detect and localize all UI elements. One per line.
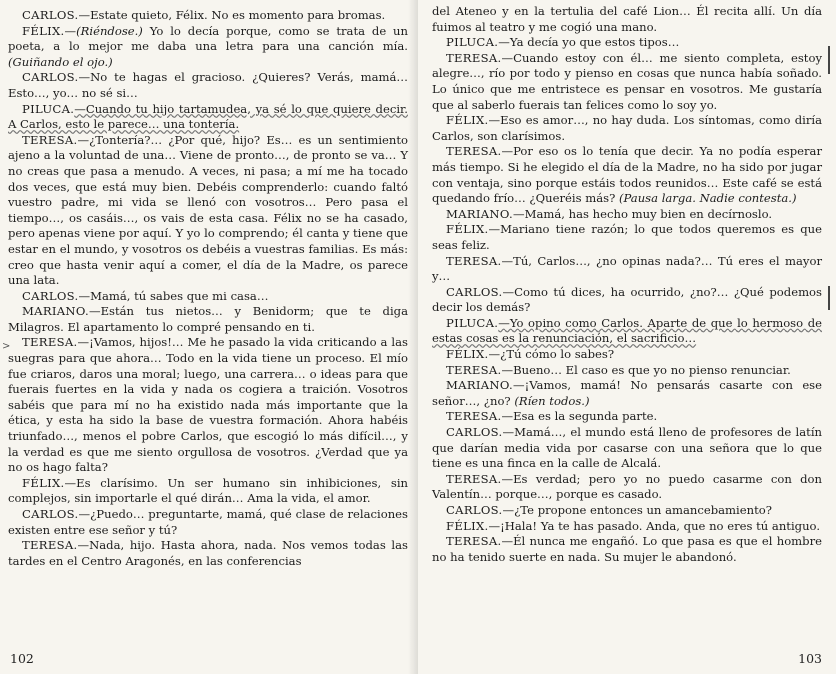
speaker-name: FÉLIX. <box>446 222 489 237</box>
dialogue-paragraph <box>8 538 408 569</box>
dialogue-text: —Yo opino como Carlos. Aparte de que lo hermoso de estas cosas es la renunciación, el sacrificio… <box>432 315 822 346</box>
speaker-name: FÉLIX. <box>446 347 489 362</box>
speaker-name: PILUCA. <box>446 35 499 50</box>
dialogue-paragraph <box>432 347 822 363</box>
dialogue-text: Yo lo decía porque, como se trata de un poeta, a lo mejor me daba una letra para una canción mía. <box>8 23 408 54</box>
dialogue-text: —Esa es la segunda parte. <box>501 409 658 424</box>
dialogue-paragraph <box>432 363 822 379</box>
dialogue-text: —¿Te propone entonces un amancebamiento? <box>502 503 772 517</box>
dialogue-text: —¡Hala! Ya te has pasado. Anda, que no eres tú antiguo. <box>488 518 821 533</box>
dialogue-text: —Es verdad; pero yo no puedo casarme con don Valentín… porque…, porque es casado. <box>432 471 822 502</box>
dialogue-paragraph <box>8 507 408 538</box>
dialogue-text: —Eso es amor…, no hay duda. Los síntomas, como diría Carlos, son clarísimos. <box>432 113 822 143</box>
dialogue-paragraph <box>432 144 822 206</box>
dialogue-paragraph <box>8 8 408 24</box>
dialogue-text: —Como tú dices, ha ocurrido, ¿no?… ¿Qué podemos decir los demás? <box>432 284 822 315</box>
margin-bracket-mark <box>824 286 830 310</box>
dialogue-paragraph <box>432 316 822 347</box>
margin-arrow-mark: > <box>2 341 11 352</box>
left-page-text <box>8 8 408 569</box>
dialogue-paragraph <box>8 102 408 133</box>
dialogue-paragraph <box>8 24 408 71</box>
margin-bracket-mark <box>824 46 830 74</box>
stage-direction: (Riéndose.) <box>76 23 143 38</box>
dialogue-text: —Mamá, tú sabes que mi casa… <box>78 288 269 303</box>
dialogue-paragraph <box>432 254 822 285</box>
dialogue-text: —Mariano tiene razón; lo que todos queremos es que seas feliz. <box>432 222 822 252</box>
speaker-name: TERESA. <box>446 253 502 268</box>
speaker-name: TERESA. <box>446 471 502 486</box>
dialogue-paragraph <box>8 476 408 507</box>
dialogue-paragraph <box>432 113 822 144</box>
dialogue-text: —Mamá, has hecho muy bien en decírnoslo. <box>512 206 773 221</box>
speaker-name: PILUCA. <box>22 101 75 116</box>
dialogue-paragraph <box>432 519 822 535</box>
dialogue-paragraph <box>8 289 408 305</box>
dialogue-text: — <box>64 23 77 38</box>
dialogue-text: —Cuando tu hijo tartamudea, ya sé lo que quiere decir. A Carlos, esto le parece… una tontería. <box>8 101 408 132</box>
dialogue-text: —Es clarísimo. Un ser humano sin inhibiciones, sin complejos, sin importarle el qué dirán… Ama la vida, el amor. <box>8 475 408 506</box>
dialogue-text: —Él nunca me engañó. Lo que pasa es que el hombre no ha tenido suerte en nada. Su mujer le abandonó. <box>432 534 822 564</box>
speaker-name: TERESA. <box>446 534 502 549</box>
speaker-name: TERESA. <box>446 144 502 159</box>
dialogue-paragraph <box>432 51 822 113</box>
dialogue-text: —¿Tú cómo lo sabes? <box>488 347 615 362</box>
stage-direction: (Ríen todos.) <box>514 393 590 408</box>
dialogue-paragraph <box>432 4 822 35</box>
dialogue-paragraph <box>432 472 822 503</box>
dialogue-paragraph <box>432 222 822 253</box>
dialogue-paragraph <box>432 207 822 223</box>
dialogue-paragraph <box>432 35 822 51</box>
dialogue-paragraph <box>8 335 408 475</box>
dialogue-paragraph <box>8 304 408 335</box>
dialogue-text: —No te hagas el gracioso. ¿Quieres? Verás, mamá… Esto…, yo… no sé si… <box>8 70 408 100</box>
dialogue-text: —¡Vamos, mamá! No pensarás casarte con ese señor…, ¿no? <box>432 378 822 408</box>
dialogue-text: —Cuando estoy con él… me siento completa, estoy alegre…, río por todo y pienso en cosas que nunca había soñado. Lo único que me entristece es pensar en vosotros. Me gustaría que al saberlo fuerais tan felices como lo soy yo. <box>432 50 822 112</box>
dialogue-text: —Están tus nietos… y Benidorm; que te diga Milagros. El apartamento lo compré pensando en ti. <box>8 304 408 334</box>
speaker-name: PILUCA. <box>446 315 499 330</box>
dialogue-text: —Nada, hijo. Hasta ahora, nada. Nos vemos todas las tardes en el Centro Aragonés, en las conferencias <box>8 538 408 568</box>
speaker-name: CARLOS. <box>22 288 79 303</box>
speaker-name: CARLOS. <box>446 425 503 440</box>
right-page-text <box>432 4 822 565</box>
speaker-name: TERESA. <box>22 132 78 147</box>
speaker-name: CARLOS. <box>22 70 79 85</box>
dialogue-paragraph <box>8 70 408 101</box>
speaker-name: CARLOS. <box>22 8 79 22</box>
dialogue-text: del Ateneo y en la tertulia del café Lion… Él recita allí. Un día fuimos al teatro y me cogió una mano. <box>432 4 822 34</box>
dialogue-text: —Estate quieto, Félix. No es momento para bromas. <box>78 8 386 22</box>
dialogue-text: —Bueno… El caso es que yo no pienso renunciar. <box>501 362 791 377</box>
speaker-name: CARLOS. <box>22 507 79 521</box>
dialogue-paragraph <box>432 425 822 472</box>
dialogue-text: —Mamá…, el mundo está lleno de profesores de latín que darían media vida por casarse con una señora que lo que tiene es una finca en la calle de Alcalá. <box>432 425 822 471</box>
speaker-name: FÉLIX. <box>446 518 489 533</box>
speaker-name: CARLOS. <box>446 284 503 299</box>
dialogue-paragraph <box>432 534 822 565</box>
speaker-name: TERESA. <box>446 362 502 377</box>
speaker-name: FÉLIX. <box>446 113 489 128</box>
dialogue-text: —Tú, Carlos…, ¿no opinas nada?… Tú eres el mayor y… <box>432 253 822 284</box>
speaker-name: FÉLIX. <box>22 475 65 490</box>
speaker-name: FÉLIX. <box>22 23 65 38</box>
dialogue-text: —¿Puedo… preguntarte, mamá, qué clase de relaciones existen entre ese señor y tú? <box>8 507 408 537</box>
stage-direction: (Pausa larga. Nadie contesta.) <box>619 191 797 206</box>
speaker-name: MARIANO. <box>446 206 513 221</box>
dialogue-paragraph <box>432 503 822 519</box>
speaker-name: MARIANO. <box>22 304 89 319</box>
speaker-name: CARLOS. <box>446 503 503 517</box>
dialogue-text: —Por eso os lo tenía que decir. Ya no podía esperar más tiempo. Si he elegido el día de la Madre, no ha sido por jugar con ventaja, sino porque estáis todos reunidos… Este café se está quedando frío… ¿Queréis más? <box>432 144 822 206</box>
dialogue-paragraph <box>432 378 822 409</box>
dialogue-paragraph <box>432 409 822 425</box>
speaker-name: TERESA. <box>22 538 78 553</box>
dialogue-paragraph <box>8 133 408 289</box>
speaker-name: MARIANO. <box>446 378 513 393</box>
right-page <box>418 0 836 674</box>
dialogue-text: —¿Tontería?… ¿Por qué, hijo? Es… es un sentimiento ajeno a la voluntad de una… Viene de pronto…, de pronto se va… Y no creas que pasa a menudo. A veces, ni pasa; a mí me ha tocado dos veces, que está muy bien. Debéis comprenderlo: cuando faltó vuestro padre, mi vida se llenó con vosotros… Pero pasa el tiempo…, os casáis…, os vais de esta casa. Félix no se ha casado, pero apenas viene por aquí. Y yo lo comprendo; él canta y tiene que estar en el mundo, y vosotros os debéis a vuestras familias. Es más: creo que hasta venir aquí a comer, el día de la Madre, os parece una lata. <box>8 132 408 288</box>
dialogue-text: —¡Vamos, hijos!… Me he pasado la vida criticando a las suegras para que ahora… Todo en la vida tiene un proceso. El mío fue criaros, daros una moral; luego, una carrera… o ideas para que fuerais fuertes en la vida y nada os cogiera a traición. Vosotros sabéis que para mí no ha existido nada más importante que la ética, y esta ha sido la base de vuestra formación. Ahora habéis triunfado…, menos el pobre Carlos, que escogió lo más difícil…, y la verdad es que me siento orgullosa de vosotros. ¿Verdad que ya no os hago falta? <box>8 335 408 475</box>
speaker-name: TERESA. <box>446 50 502 65</box>
right-page-number: 103 <box>798 651 822 666</box>
speaker-name: TERESA. <box>446 409 502 424</box>
stage-direction: (Guiñando el ojo.) <box>8 54 113 69</box>
dialogue-text: —Ya decía yo que estos tipos… <box>498 35 680 50</box>
speaker-name: TERESA. <box>22 335 78 350</box>
left-page-number: 102 <box>10 651 34 666</box>
dialogue-paragraph <box>432 285 822 316</box>
